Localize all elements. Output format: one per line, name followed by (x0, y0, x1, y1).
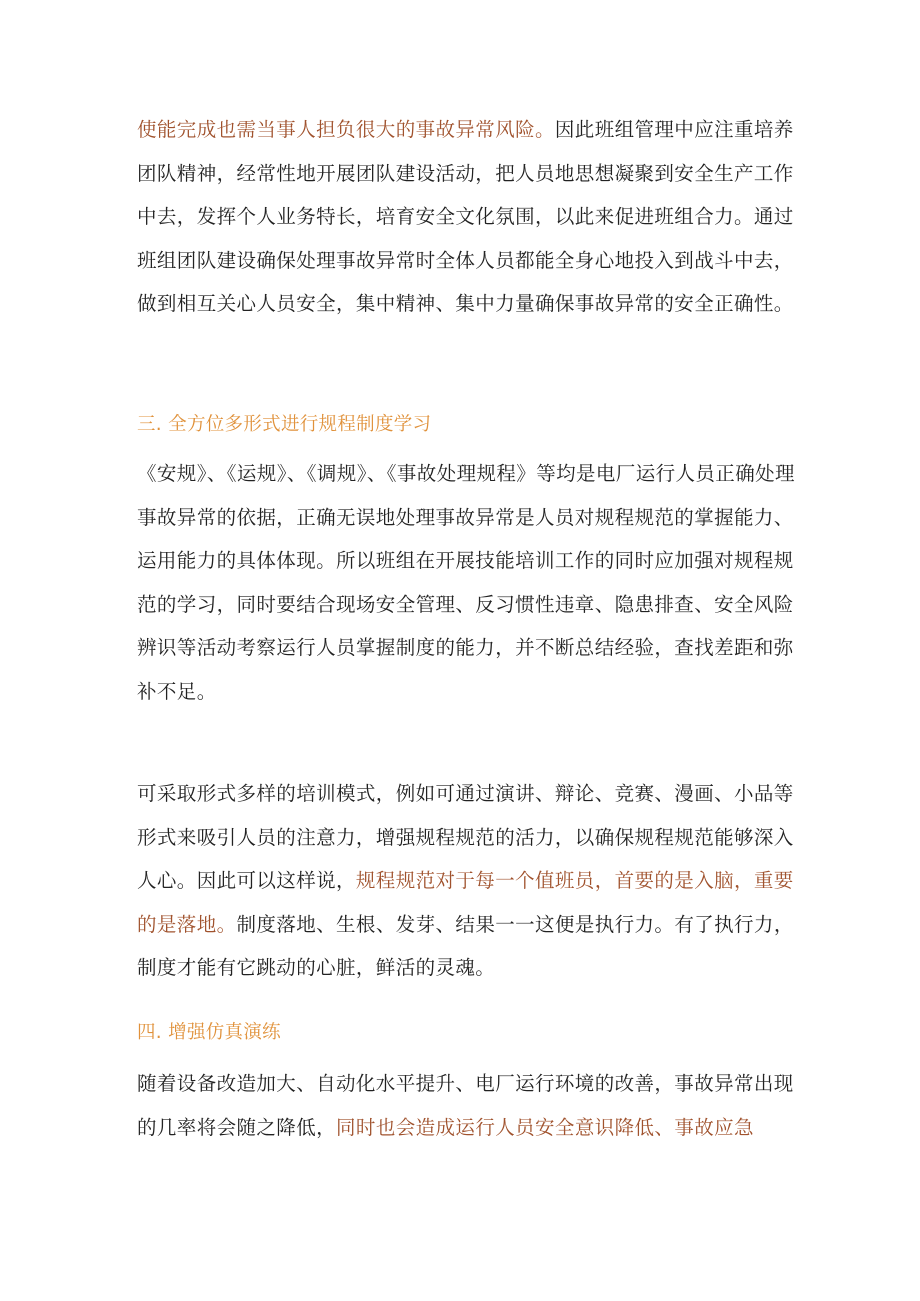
paragraph-simulation (137, 1062, 797, 1149)
paragraph-team-spirit-body: 因此班组管理中应注重培养团队精神，经常性地开展团队建设活动，把人员地思想凝聚到安全生产工作中去，发挥个人业务特长，培育安全文化氛围，以此来促进班组合力。通过班组团队建设确保处理事故异常时全体人员都能全身心地投入到战斗中去，做到相互关心人员安全，集中精神、集中力量确保事故异常的安全正确性。 (137, 118, 794, 315)
heading-simulation-drill: 四. 增强仿真演练 (137, 1022, 281, 1043)
paragraph-regulations (137, 452, 797, 713)
paragraph-simulation-before: 随着设备改造加大、自动化水平提升、电厂运行环境的改善，事故异常出现的几率将会随之降低， (137, 1072, 794, 1139)
emphasis-safety-awareness: 同时也会造成运行人员安全意识降低、事故应急 (336, 1115, 754, 1139)
paragraph-training-before: 可采取形式多样的培训模式，例如可通过演讲、辩论、竞赛、漫画、小品等形式来吸引人员的注意力，增强规程规范的活力，以确保规程规范能够深入人心。因此可以这样说， (137, 782, 794, 892)
section-heading-4 (137, 1013, 797, 1053)
emphasis-risk: 使能完成也需当事人担负很大的事故异常风险。 (137, 118, 555, 141)
paragraph-simulation-text (137, 1062, 797, 1149)
paragraph-training-modes (137, 772, 797, 990)
emphasis-regulation-landing: 规程规范对于每一个值班员，首要的是入脑，重要的是落地。 (137, 869, 794, 936)
paragraph-team-spirit (137, 108, 797, 326)
heading-regulation-study: 三. 全方位多形式进行规程制度学习 (137, 414, 432, 435)
paragraph-training-after: 制度落地、生根、发芽、结果一一这便是执行力。有了执行力，制度才能有它跳动的心脏，鲜活的灵魂。 (137, 912, 794, 979)
section-heading-3 (137, 405, 797, 445)
paragraph-team-spirit-text (137, 108, 797, 326)
paragraph-training-modes-text (137, 772, 797, 990)
paragraph-regulations-text: 《安规》、《运规》、《调规》、《事故处理规程》等均是电厂运行人员正确处理事故异常的依据，正确无误地处理事故异常是人员对规程规范的掌握能力、运用能力的具体体现。所以班组在开展技能培训工作的同时应加强对规程规范的学习，同时要结合现场安全管理、反习惯性违章、隐患排查、安全风险辨识等活动考察运行人员掌握制度的能力，并不断总结经验，查找差距和弥补不足。 (137, 462, 795, 703)
